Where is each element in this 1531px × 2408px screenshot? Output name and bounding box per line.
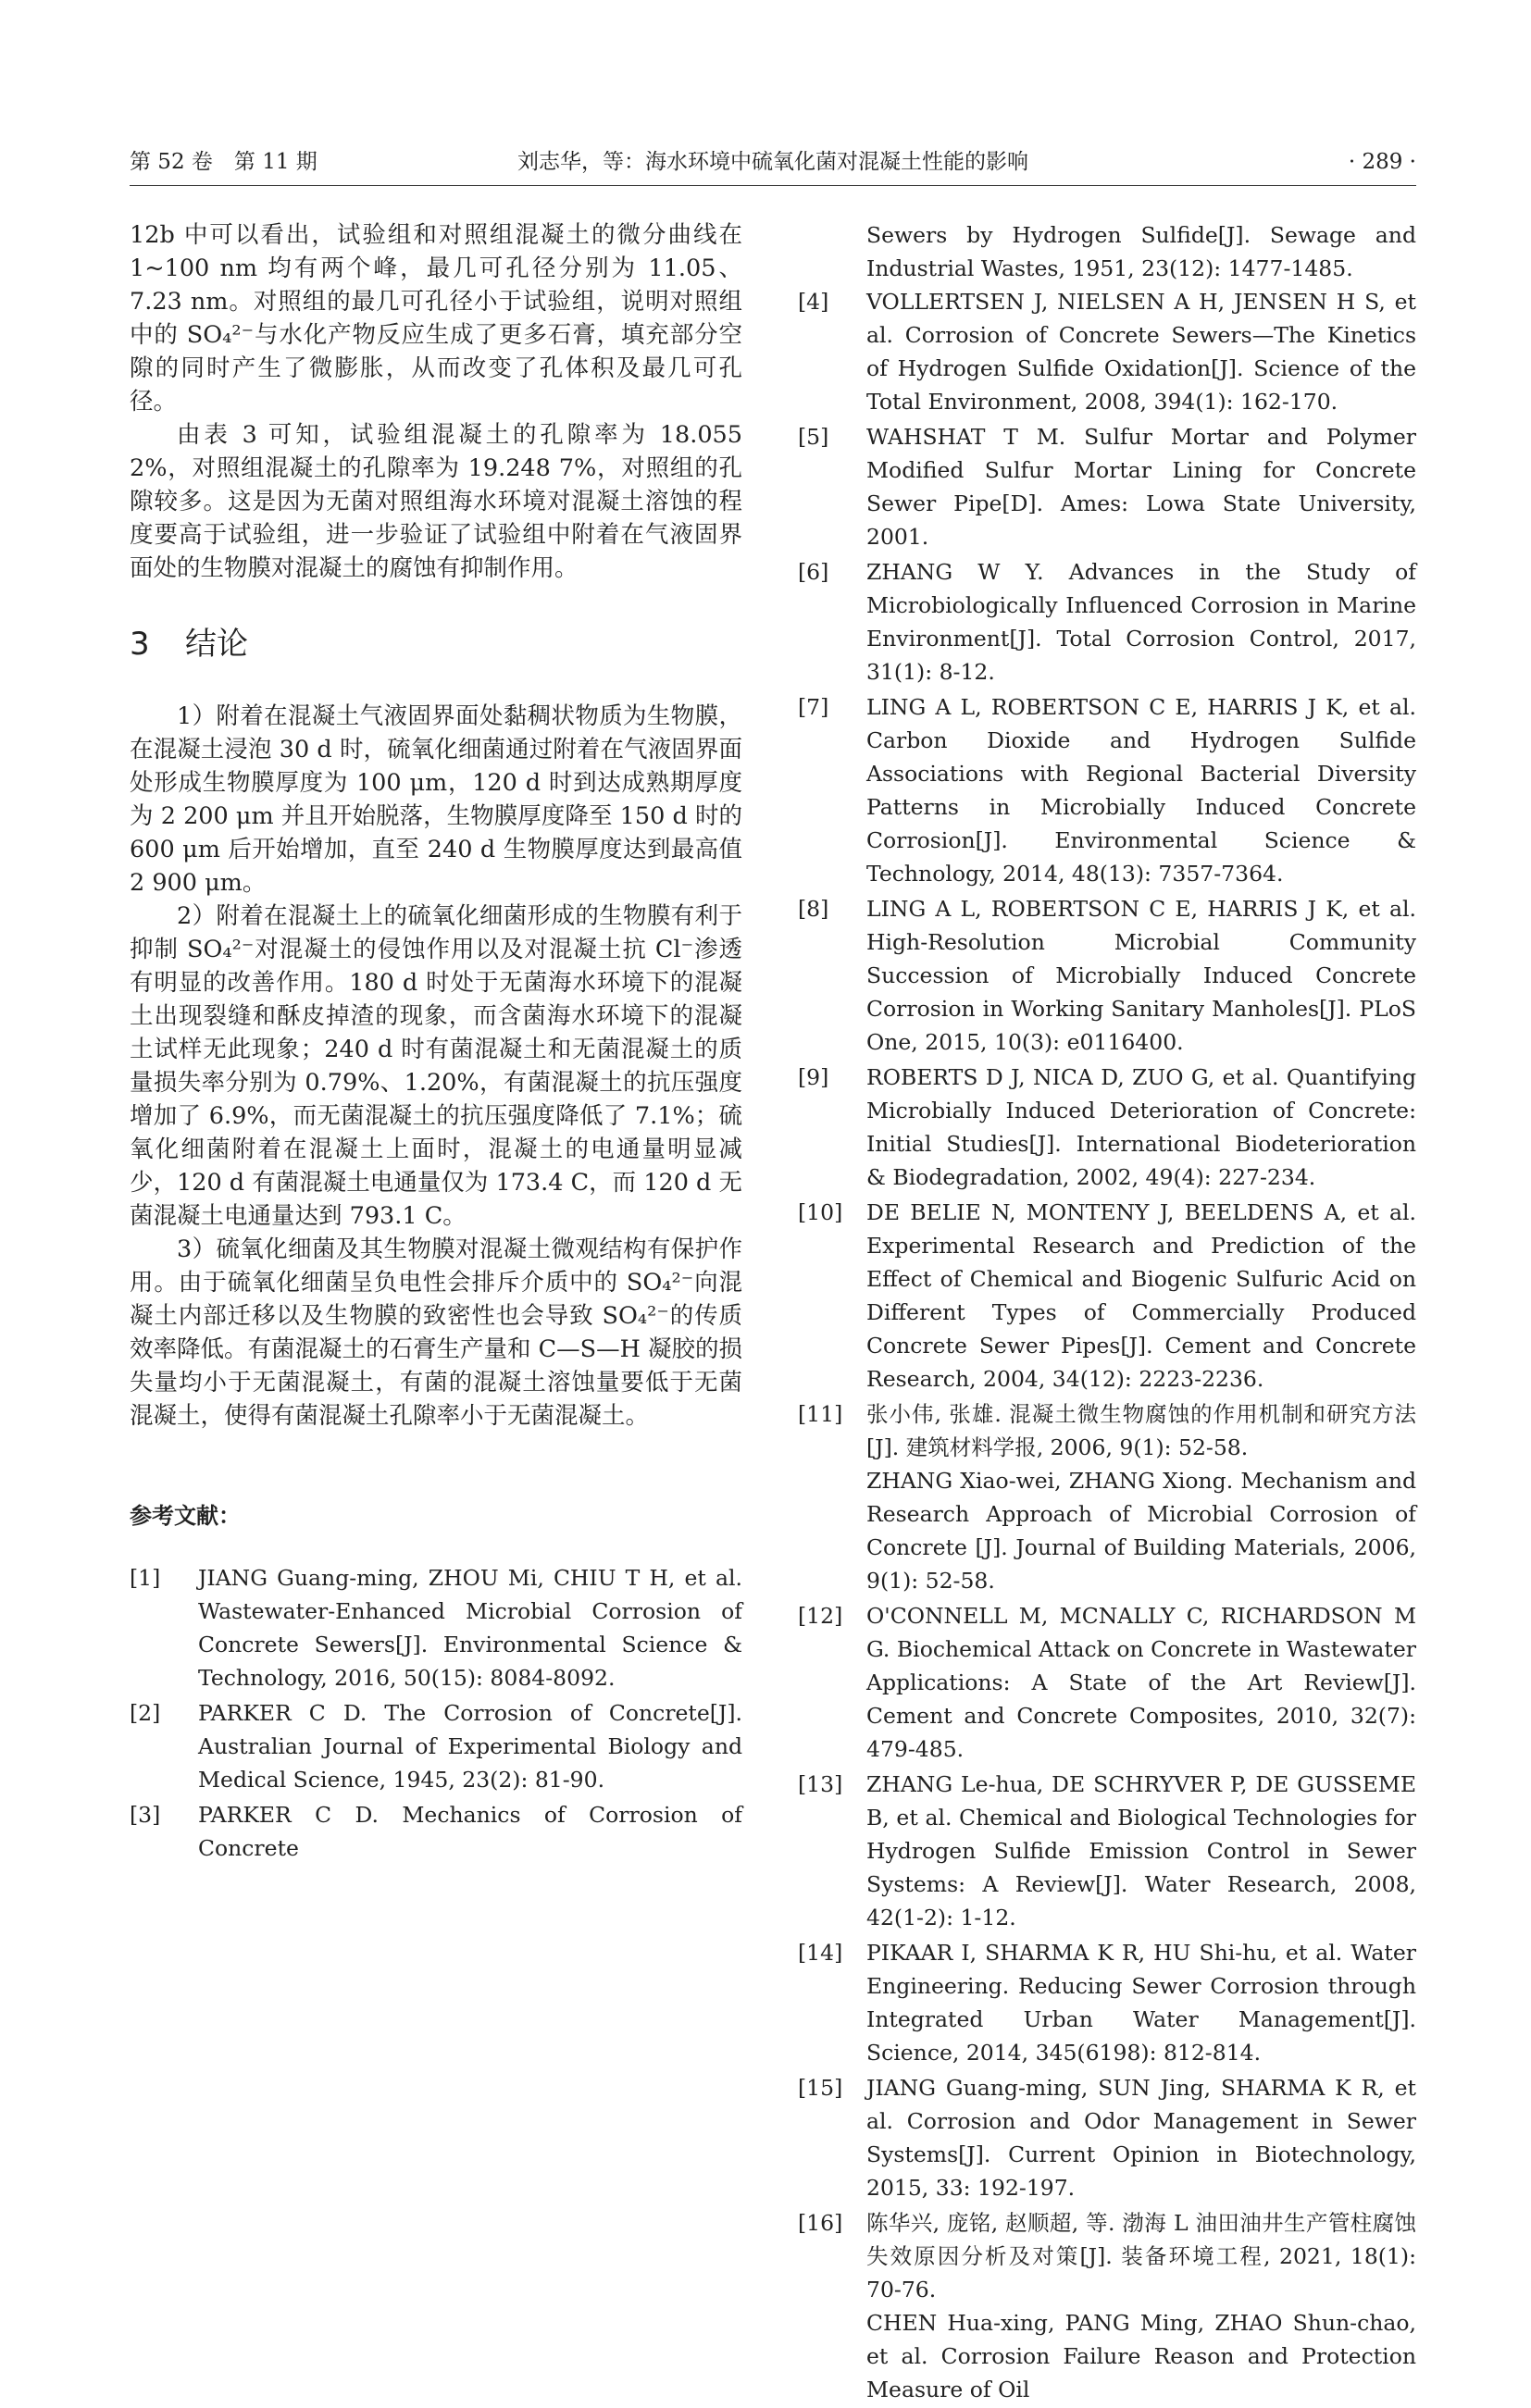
running-header xyxy=(130,148,1416,186)
conclusion-paragraph: 1）附着在混凝土气液固界面处黏稠状物质为生物膜，在混凝土浸泡 30 d 时，硫氧化细菌通过附着在气液固界面处形成生物膜厚度为 100 μm，120 d 时到达成熟期厚度为 2 200 μm 并且开始脱落，生物膜厚度降至 150 d 时的 600 μm 后开始增加，直至 240 d 生物膜厚度达到最高值 2 900 μm。 xyxy=(130,702,742,897)
reference-number: [9] xyxy=(798,1064,829,1090)
reference-number: [11] xyxy=(798,1401,843,1427)
reference-number: [6] xyxy=(798,559,829,585)
reference-continuation: Sewers by Hydrogen Sulfide[J]. Sewage and Industrial Wastes, 1951, 23(12): 1477-1485. xyxy=(866,222,1416,281)
reference-number: [12] xyxy=(798,1603,843,1629)
section-title: 结论 xyxy=(185,626,248,663)
reference-text xyxy=(866,2206,1416,2406)
reference-text: LING A L, ROBERTSON C E, HARRIS J K, et al. Carbon Dioxide and Hydrogen Sulfide Associations with Regional Bacterial Diversity Patterns in Microbially Induced Concrete Corrosion[J]. Environmental Science & Technology, 2014, 48(13): 7357-7364. xyxy=(866,694,1416,887)
reference-text: ZHANG W Y. Advances in the Study of Microbiologically Influenced Corrosion in Marine Environment[J]. Total Corrosion Control, 2017, 31(1): 8-12. xyxy=(866,559,1416,685)
reference-text: PIKAAR I, SHARMA K R, HU Shi-hu, et al. Water Engineering. Reducing Sewer Corrosion through Integrated Urban Water Management[J]. Science, 2014, 345(6198): 812-814. xyxy=(866,1940,1416,2066)
journal-volume-issue: 第 52 卷 第 11 期 xyxy=(130,150,317,174)
reference-item xyxy=(798,2071,1416,2204)
reference-text: WAHSHAT T M. Sulfur Mortar and Polymer Modified Sulfur Mortar Lining for Concrete Sewer Pipe[D]. Ames: Lowa State University, 2001. xyxy=(866,424,1416,550)
reference-text: ROBERTS D J, NICA D, ZUO G, et al. Quantifying Microbially Induced Deterioration of Concrete: Initial Studies[J]. International Biodeterioration & Biodegradation, 2002, 49(4): 227-234. xyxy=(866,1064,1416,1190)
right-column xyxy=(798,218,1416,2408)
reference-number: [7] xyxy=(798,694,829,720)
reference-item xyxy=(798,1599,1416,1766)
reference-item xyxy=(798,1936,1416,2069)
reference-text: O'CONNELL M, MCNALLY C, RICHARDSON M G. Biochemical Attack on Concrete in Wastewater Applications: A State of the Art Review[J]. Cement and Concrete Composites, 2010, 32(7): 479-485. xyxy=(866,1603,1416,1762)
references-heading: 参考文献： xyxy=(130,1503,241,1529)
reference-item xyxy=(798,2206,1416,2406)
reference-number: [13] xyxy=(798,1771,843,1797)
reference-text: PARKER C D. Mechanics of Corrosion of Concrete xyxy=(198,1802,742,1861)
reference-text-en: CHEN Hua-xing, PANG Ming, ZHAO Shun-chao, et al. Corrosion Failure Reason and Protection Measure of Oil xyxy=(866,2310,1416,2402)
reference-number: [10] xyxy=(798,1199,843,1225)
reference-number: [8] xyxy=(798,896,829,922)
reference-item xyxy=(130,1696,742,1796)
reference-text: LING A L, ROBERTSON C E, HARRIS J K, et al. High-Resolution Microbial Community Succession of Microbially Induced Concrete Corrosion in Working Sanitary Manholes[J]. PLoS One, 2015, 10(3): e0116400. xyxy=(866,896,1416,1055)
left-column xyxy=(130,218,742,1867)
reference-text: JIANG Guang-ming, SUN Jing, SHARMA K R, et al. Corrosion and Odor Management in Sewer Systems[J]. Current Opinion in Biotechnology, 2015, 33: 192-197. xyxy=(866,2075,1416,2201)
reference-item xyxy=(798,420,1416,553)
reference-item xyxy=(798,892,1416,1059)
reference-text-cn: 张小伟, 张雄. 混凝土微生物腐蚀的作用机制和研究方法[J]. 建筑材料学报, 2006, 9(1): 52-58. xyxy=(866,1401,1416,1460)
reference-text: PARKER C D. The Corrosion of Concrete[J]. Australian Journal of Experimental Biology and Medical Science, 1945, 23(2): 81-90. xyxy=(198,1700,742,1793)
reference-text: DE BELIE N, MONTENY J, BEELDENS A, et al. Experimental Research and Prediction of the Effect of Chemical and Biogenic Sulfuric Acid on Different Types of Commercially Produced Concrete Sewer Pipes[J]. Cement and Concrete Research, 2004, 34(12): 2223-2236. xyxy=(866,1199,1416,1392)
reference-item xyxy=(798,1768,1416,1934)
reference-item xyxy=(798,555,1416,689)
reference-item xyxy=(798,690,1416,890)
reference-text-en: ZHANG Xiao-wei, ZHANG Xiong. Mechanism and Research Approach of Microbial Corrosion of Concrete [J]. Journal of Building Materials, 2006, 9(1): 52-58. xyxy=(866,1468,1416,1594)
page-number: · 289 · xyxy=(1348,150,1416,174)
reference-text-cn: 陈华兴, 庞铭, 赵顺超, 等. 渤海 L 油田油井生产管柱腐蚀失效原因分析及对策[J]. 装备环境工程, 2021, 18(1): 70-76. xyxy=(866,2210,1416,2302)
reference-text: ZHANG Le-hua, DE SCHRYVER P, DE GUSSEME B, et al. Chemical and Biological Technologies for Hydrogen Sulfide Emission Control in Sewer Systems: A Review[J]. Water Research, 2008, 42(1-2): 1-12. xyxy=(866,1771,1416,1930)
reference-text: JIANG Guang-ming, ZHOU Mi, CHIU T H, et al. Wastewater-Enhanced Microbial Corrosion of Concrete Sewers[J]. Environmental Science & Technology, 2016, 50(15): 8084-8092. xyxy=(198,1565,742,1691)
reference-text: VOLLERTSEN J, NIELSEN A H, JENSEN H S, et al. Corrosion of Concrete Sewers—The Kinetics of Hydrogen Sulfide Oxidation[J]. Science of the Total Environment, 2008, 394(1): 162-170. xyxy=(866,289,1416,415)
reference-number: [15] xyxy=(798,2075,843,2101)
reference-number: [5] xyxy=(798,424,829,450)
reference-number: [16] xyxy=(798,2210,843,2236)
reference-item xyxy=(798,1397,1416,1597)
conclusion-paragraph: 3）硫氧化细菌及其生物膜对混凝土微观结构有保护作用。由于硫氧化细菌呈负电性会排斥介质中的 SO₄²⁻向混凝土内部迁移以及生物膜的致密性也会导致 SO₄²⁻的传质效率降低。有菌混凝土的石膏生产量和 C—S—H 凝胶的损失量均小于无菌混凝土，有菌的混凝土溶蚀量要低于无菌混凝土，使得有菌混凝土孔隙率小于无菌混凝土。 xyxy=(130,1235,742,1430)
section-heading xyxy=(130,626,742,663)
reference-number: [14] xyxy=(798,1940,843,1966)
body-paragraph: 12b 中可以看出，试验组和对照组混凝土的微分曲线在 1~100 nm 均有两个峰，最几可孔径分别为 11.05、7.23 nm。对照组的最几可孔径小于试验组，说明对照组中的 SO₄²⁻与水化产物反应生成了更多石膏，填充部分空隙的同时产生了微膨胀，从而改变了孔体积及最几可孔径。 xyxy=(130,221,742,416)
reference-item xyxy=(798,1196,1416,1396)
reference-text xyxy=(866,1397,1416,1597)
conclusion-paragraph: 2）附着在混凝土上的硫氧化细菌形成的生物膜有利于抑制 SO₄²⁻对混凝土的侵蚀作用以及对混凝土抗 Cl⁻渗透有明显的改善作用。180 d 时处于无菌海水环境下的混凝土出现裂缝和酥皮掉渣的现象，而含菌海水环境下的混凝土试样无此现象；240 d 时有菌混凝土和无菌混凝土的质量损失率分别为 0.79%、1.20%，有菌混凝土的抗压强度增加了 6.9%，而无菌混凝土的抗压强度降低了 7.1%；硫氧化细菌附着在混凝土上面时，混凝土的电通量明显减少，120 d 有菌混凝土电通量仅为 173.4 C，而 120 d 无菌混凝土电通量达到 793.1 C。 xyxy=(130,902,742,1230)
reference-number: [2] xyxy=(130,1700,161,1726)
reference-item xyxy=(130,1561,742,1694)
reference-number: [4] xyxy=(798,289,829,315)
body-paragraph: 由表 3 可知，试验组混凝土的孔隙率为 18.055 2%，对照组混凝土的孔隙率为 19.248 7%，对照组的孔隙较多。这是因为无菌对照组海水环境对混凝土溶蚀的程度要高于试验组，进一步验证了试验组中附着在气液固界面处的生物膜对混凝土的腐蚀有抑制作用。 xyxy=(130,421,742,582)
running-title: 刘志华，等：海水环境中硫氧化菌对混凝土性能的影响 xyxy=(517,150,1028,174)
reference-number: [1] xyxy=(130,1565,161,1591)
reference-item xyxy=(130,1798,742,1865)
reference-number: [3] xyxy=(130,1802,161,1828)
reference-item xyxy=(798,1061,1416,1194)
section-number: 3 xyxy=(130,626,150,663)
reference-item xyxy=(798,285,1416,418)
